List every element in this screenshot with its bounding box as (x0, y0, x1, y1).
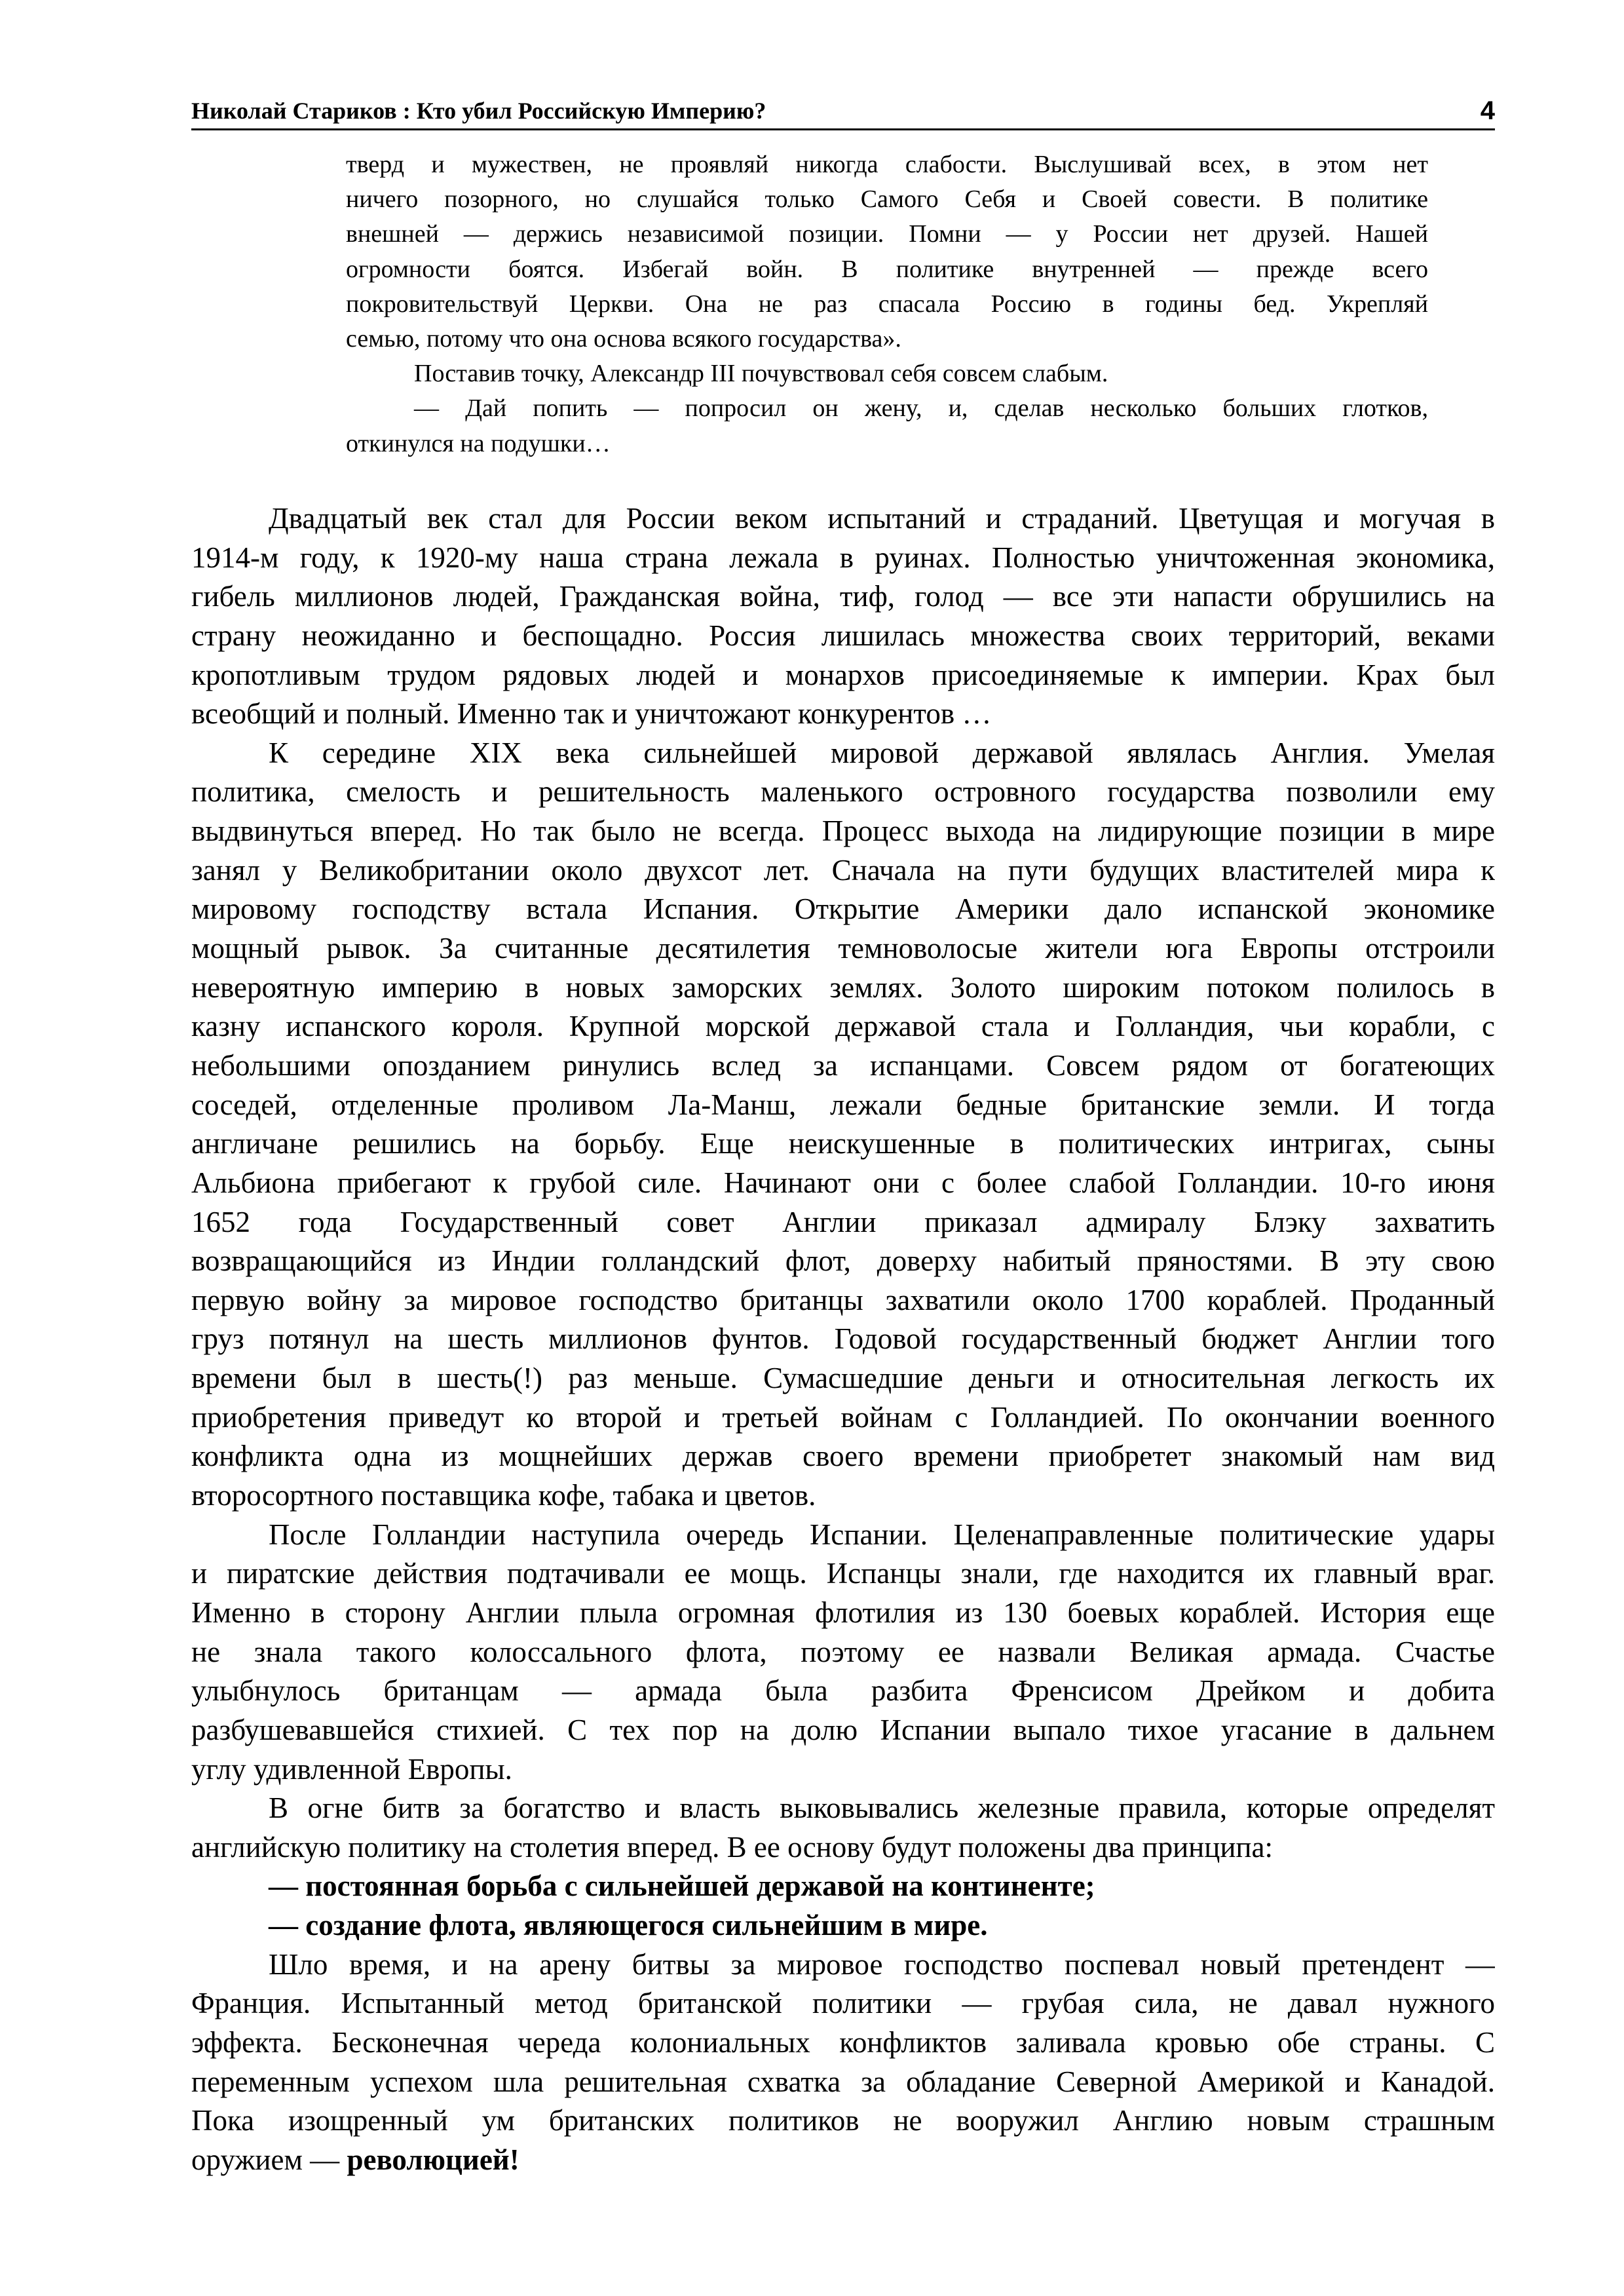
quote-line: — Дай попить — попросил он жену, и, сделав несколько больших глотков, (414, 394, 1428, 423)
body-line: Пока изощренный ум британских политиков не вооружил Англию новым страшным (191, 2104, 1495, 2137)
body-text (191, 499, 1495, 2180)
body-line: углу удивленной Европы. (191, 1752, 512, 1786)
running-header (191, 90, 1495, 130)
body-line: Альбиона прибегают к грубой силе. Начинают они с более слабой Голландии. 10-го июня (191, 1166, 1495, 1199)
body-line: мировому господству встала Испания. Открытие Америки дало испанской экономике (191, 892, 1495, 926)
body-line: гибель миллионов людей, Гражданская война, тиф, голод — все эти напасти обрушились на (191, 580, 1495, 613)
page-number: 4 (1480, 96, 1495, 125)
body-line: и пиратские действия подтачивали ее мощь. Испанцы знали, где находится их главный враг. (191, 1557, 1495, 1590)
body-line: времени был в шесть(!) раз меньше. Сумасшедшие деньги и относительная легкость их (191, 1362, 1495, 1395)
body-line: первую войну за мировое господство британцы захватили около 1700 кораблей. Проданный (191, 1283, 1495, 1316)
body-line: груз потянул на шесть миллионов фунтов. Годовой государственный бюджет Англии того (191, 1322, 1495, 1356)
body-line: второсортного поставщика кофе, табака и цветов. (191, 1479, 816, 1512)
quote-line: Поставив точку, Александр III почувствовал себя совсем слабым. (414, 360, 1108, 388)
quote-line: тверд и мужествен, не проявляй никогда слабости. Выслушивай всех, в этом нет (346, 151, 1428, 178)
quoted-passage (346, 147, 1428, 461)
body-line: не знала такого колоссального флота, поэтому ее назвали Великая армада. Счастье (191, 1635, 1495, 1668)
body-line: Двадцатый век стал для России веком испытаний и страданий. Цветущая и могучая в (269, 502, 1495, 535)
body-line: 1914-м году, к 1920-му наша страна лежала в руинах. Полностью уничтоженная экономика, (191, 541, 1495, 574)
quote-line: ничего позорного, но слушайся только Самого Себя и Своей совести. В политике (346, 185, 1428, 214)
quote-line: откинулся на подушки… (346, 429, 611, 457)
body-line: К середине XIX века сильнейшей мировой державой являлась Англия. Умелая (269, 736, 1495, 769)
emphasis-word: революцией! (347, 2143, 519, 2176)
body-line (191, 2141, 1495, 2180)
body-line: невероятную империю в новых заморских землях. Золото широким потоком полилось в (191, 970, 1495, 1004)
quote-line: внешней — держись независимой позиции. Помни — у России нет друзей. Нашей (346, 220, 1428, 248)
body-line: приобретения приведут ко второй и третьей войнам с Голландией. По окончании военного (191, 1400, 1495, 1434)
body-line: эффекта. Бесконечная череда колониальных конфликтов заливала кровью обе страны. С (191, 2025, 1495, 2059)
body-line: политика, смелость и решительность маленького островного государства позволили ему (191, 775, 1495, 809)
body-line: занял у Великобритании около двухсот лет. Сначала на пути будущих властителей мира к (191, 853, 1495, 887)
body-line: конфликта одна из мощнейших держав своего времени приобретет знакомый нам вид (191, 1440, 1495, 1473)
body-line: выдвинуться вперед. Но так было не всегда. Процесс выхода на лидирующие позиции в мире (191, 814, 1495, 848)
body-line: кропотливым трудом рядовых людей и монархов присоединяемые к империи. Крах был (191, 658, 1495, 691)
principle-line: — создание флота, являющегося сильнейшим в мире. (269, 1909, 988, 1942)
header-title: Николай Стариков : Кто убил Российскую Империю? (191, 98, 766, 124)
body-line-text: оружием — (191, 2143, 340, 2176)
body-line: англичане решились на борьбу. Еще неискушенные в политических интригах, сыны (191, 1127, 1495, 1160)
body-line: соседей, отделенные проливом Ла-Манш, лежали бедные британские земли. И тогда (191, 1088, 1495, 1121)
body-line: всеобщий и полный. Именно так и уничтожают конкурентов … (191, 697, 992, 731)
body-line: переменным успехом шла решительная схватка за обладание Северной Америкой и Канадой. (191, 2065, 1495, 2098)
quote-line: огромности боятся. Избегай войн. В политике внутренней — прежде всего (346, 255, 1428, 283)
body-line: казну испанского короля. Крупной морской державой стала и Голландия, чьи корабли, с (191, 1010, 1495, 1043)
body-line: 1652 года Государственный совет Англии приказал адмиралу Блэку захватить (191, 1205, 1495, 1238)
body-line: разбушевавшейся стихией. С тех пор на долю Испании выпало тихое угасание в дальнем (191, 1713, 1495, 1746)
principle-line: — постоянная борьба с сильнейшей державой на континенте; (269, 1869, 1095, 1903)
quote-line: покровительствуй Церкви. Она не раз спасала Россию в годины бед. Укрепляй (346, 290, 1428, 318)
quote-line: семью, потому что она основа всякого государства». (346, 324, 901, 353)
body-line: улыбнулось британцам — армада была разбита Френсисом Дрейком и добита (191, 1674, 1495, 1708)
body-line: возвращающийся из Индии голландский флот, доверху набитый пряностями. В эту свою (191, 1244, 1495, 1278)
body-line: Шло время, и на арену битвы за мировое господство поспевал новый претендент — (269, 1947, 1495, 1981)
body-line: небольшими опозданием ринулись вслед за испанцами. Совсем рядом от богатеющих (191, 1048, 1495, 1082)
body-line: Франция. Испытанный метод британской политики — грубая сила, не давал нужного (191, 1987, 1495, 2020)
body-line: английскую политику на столетия вперед. В ее основу будут положены два принципа: (191, 1830, 1273, 1864)
body-line: В огне битв за богатство и власть выковывались железные правила, которые определят (269, 1791, 1495, 1825)
body-line: После Голландии наступила очередь Испании. Целенаправленные политические удары (269, 1518, 1495, 1551)
body-line: страну неожиданно и беспощадно. Россия лишилась множества своих территорий, веками (191, 619, 1495, 652)
body-line: мощный рывок. За считанные десятилетия темноволосые жители юга Европы отстроили (191, 932, 1495, 965)
body-line: Именно в сторону Англии плыла огромная флотилия из 130 боевых кораблей. История еще (191, 1596, 1495, 1629)
